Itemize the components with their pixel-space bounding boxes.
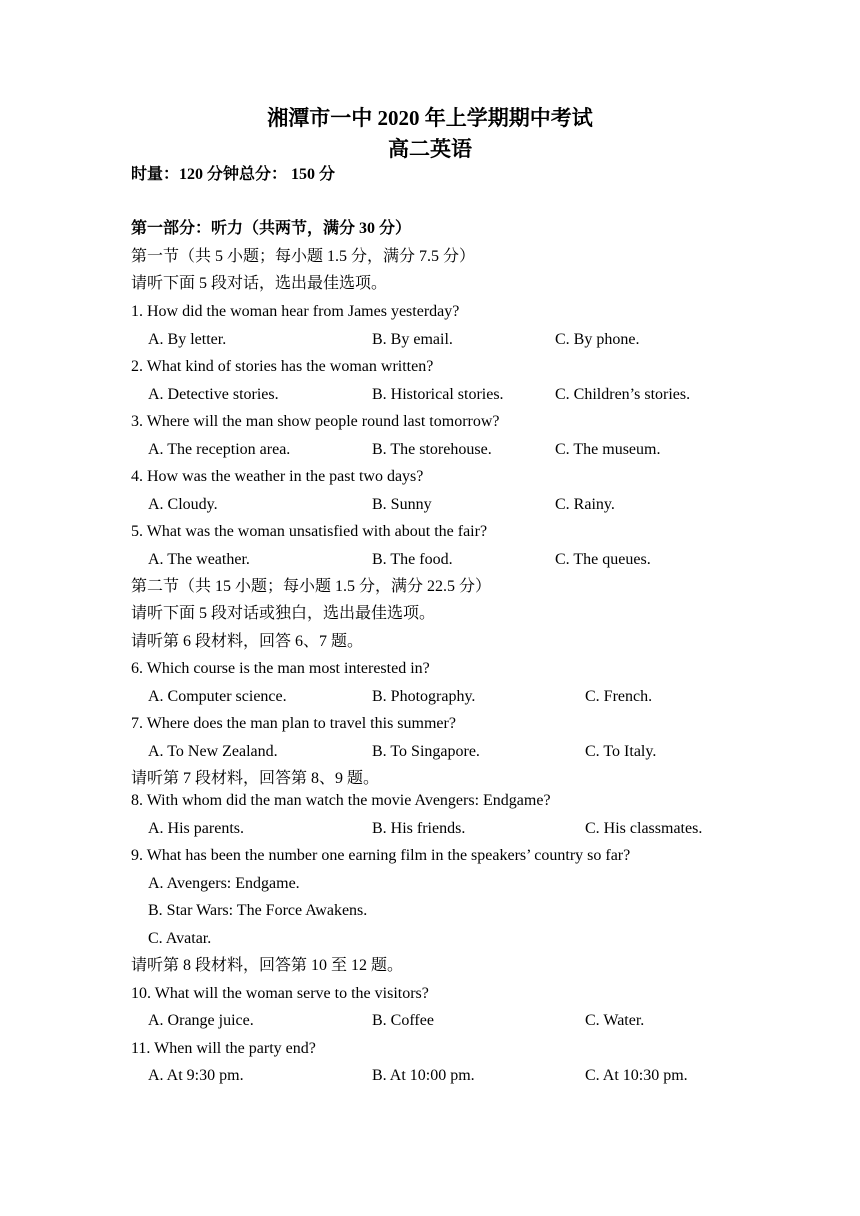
q6-option-b: B. Photography.: [372, 688, 476, 705]
question-10: 10. What will the woman serve to the visitors?: [131, 985, 429, 1002]
q10-option-a: A. Orange juice.: [148, 1012, 254, 1029]
q3-option-b: B. The storehouse.: [372, 441, 492, 458]
exam-subtitle: 高二英语: [388, 137, 472, 161]
exam-title: 湘潭市一中 2020 年上学期期中考试: [267, 106, 593, 130]
q5-option-a: A. The weather.: [148, 551, 250, 568]
q5-option-b: B. The food.: [372, 551, 453, 568]
q1-option-b: B. By email.: [372, 331, 453, 348]
q1-option-c: C. By phone.: [555, 331, 640, 348]
material-6-instruction: 请听第 6 段材料，回答 6、7 题。: [131, 633, 364, 650]
q8-option-b: B. His friends.: [372, 820, 466, 837]
question-7: 7. Where does the man plan to travel this summer?: [131, 715, 456, 732]
q4-option-c: C. Rainy.: [555, 496, 615, 513]
q6-option-a: A. Computer science.: [148, 688, 287, 705]
q3-option-c: C. The museum.: [555, 441, 661, 458]
question-9: 9. What has been the number one earning film in the speakers’ country so far?: [131, 847, 631, 864]
q7-option-c: C. To Italy.: [585, 743, 657, 760]
q11-option-a: A. At 9:30 pm.: [148, 1067, 244, 1084]
q3-option-a: A. The reception area.: [148, 441, 291, 458]
section2-instruction: 请听下面 5 段对话或独白，选出最佳选项。: [131, 605, 436, 622]
q9-option-c: C. Avatar.: [148, 930, 212, 947]
exam-meta: 时量：120 分钟总分： 150 分: [131, 166, 336, 183]
q6-option-c: C. French.: [585, 688, 653, 705]
section1-heading: 第一节（共 5 小题；每小题 1.5 分，满分 7.5 分）: [131, 248, 476, 265]
q5-option-c: C. The queues.: [555, 551, 651, 568]
q8-option-c: C. His classmates.: [585, 820, 703, 837]
section1-instruction: 请听下面 5 段对话，选出最佳选项。: [131, 275, 388, 292]
q2-option-b: B. Historical stories.: [372, 386, 504, 403]
q2-option-c: C. Children’s stories.: [555, 386, 691, 403]
q10-option-c: C. Water.: [585, 1012, 645, 1029]
q8-option-a: A. His parents.: [148, 820, 244, 837]
material-8-instruction: 请听第 8 段材料，回答第 10 至 12 题。: [131, 957, 404, 974]
part1-heading: 第一部分：听力（共两节，满分 30 分）: [131, 220, 412, 237]
question-1: 1. How did the woman hear from James yesterday?: [131, 303, 460, 320]
q7-option-a: A. To New Zealand.: [148, 743, 278, 760]
question-6: 6. Which course is the man most interested in?: [131, 660, 430, 677]
q4-option-a: A. Cloudy.: [148, 496, 218, 513]
question-11: 11. When will the party end?: [131, 1040, 316, 1057]
q9-option-b: B. Star Wars: The Force Awakens.: [148, 902, 368, 919]
q1-option-a: A. By letter.: [148, 331, 227, 348]
question-4: 4. How was the weather in the past two days?: [131, 468, 424, 485]
question-5: 5. What was the woman unsatisfied with about the fair?: [131, 523, 488, 540]
q7-option-b: B. To Singapore.: [372, 743, 480, 760]
q2-option-a: A. Detective stories.: [148, 386, 279, 403]
question-8: 8. With whom did the man watch the movie Avengers: Endgame?: [131, 792, 551, 809]
material-7-instruction: 请听第 7 段材料，回答第 8、9 题。: [131, 770, 380, 787]
q11-option-b: B. At 10:00 pm.: [372, 1067, 475, 1084]
q11-option-c: C. At 10:30 pm.: [585, 1067, 688, 1084]
q4-option-b: B. Sunny: [372, 496, 432, 513]
question-3: 3. Where will the man show people round last tomorrow?: [131, 413, 500, 430]
q10-option-b: B. Coffee: [372, 1012, 434, 1029]
q9-option-a: A. Avengers: Endgame.: [148, 875, 300, 892]
question-2: 2. What kind of stories has the woman written?: [131, 358, 434, 375]
section2-heading: 第二节（共 15 小题；每小题 1.5 分，满分 22.5 分）: [131, 578, 492, 595]
